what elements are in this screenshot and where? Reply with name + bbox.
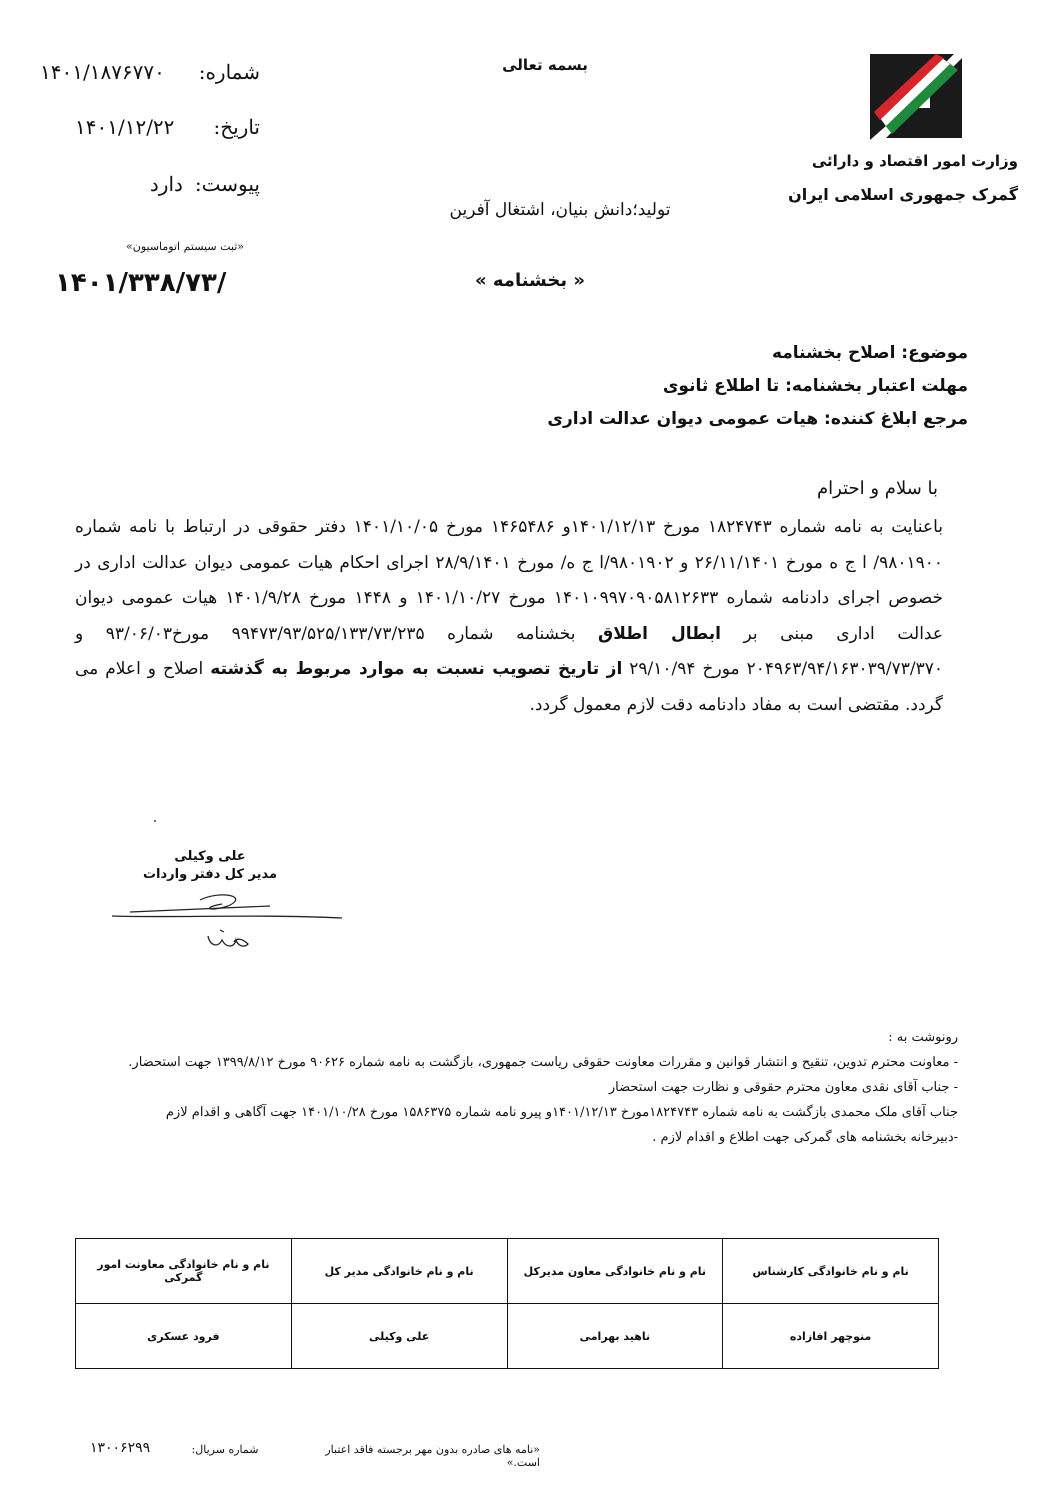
- cc-line: جناب آقای ملک محمدی بازگشت به نامه شماره ۱۸۲۴۷۴۳مورخ ۱۴۰۱/۱۲/۱۳و پیرو نامه شماره ۱۵۸۶۳۷۵ مورخ ۱۴۰۱/۱۰/۲۸ جهت آگاهی و اقدام لازم: [165, 1105, 958, 1120]
- letter-body: [75, 510, 943, 723]
- handwritten-signature-icon: [110, 888, 350, 958]
- attachment-label: پیوست:: [194, 172, 260, 196]
- serial-value: ۱۳۰۰۶۲۹۹: [90, 1440, 151, 1456]
- body-bold-text: از تاریخ تصویب نسبت به موارد مربوط به گذشته: [210, 659, 623, 679]
- cc-line: - معاونت محترم تدوین، تنقیح و انتشار قوانین و مقررات معاونت حقوقی ریاست جمهوری، بازگشت به نامه شماره ۹۰۶۲۶ مورخ ۱۳۹۹/۸/۱۲ جهت استحضار.: [128, 1055, 958, 1070]
- subject-validity: مهلت اعتبار بخشنامه: تا اطلاع ثانوی: [662, 376, 968, 396]
- cc-list: [68, 1025, 958, 1150]
- number-label: شماره:: [198, 60, 260, 84]
- cc-heading: رونوشت به :: [888, 1030, 958, 1045]
- body-text-part: بخشنامه شماره ۹۹۴۷۳/۹۳/۵۲۵/۱۳۳/۷۳/۲۳۵ مورخ۹۳/۰۶/۰۳ و ۲۰۴۹۶۳/۹۴/۱۶۳۰۳۹/۷۳/۳۷۰ مورخ ۲۹/۱۰/۹۴: [75, 623, 943, 679]
- ink-dot: [154, 820, 156, 822]
- approvals-table: [75, 1238, 939, 1369]
- cc-line: - جناب آقای نقدی معاون محترم حقوقی و نظارت جهت استحضار: [608, 1080, 958, 1095]
- number-row: [40, 60, 260, 84]
- body-text-part: اصلاح و اعلام می گردد. مقتضی است به مفاد دادنامه دقت لازم معمول گردد.: [75, 659, 943, 715]
- greeting: با سلام و احترام: [817, 478, 938, 499]
- circular-title: « بخشنامه »: [474, 270, 585, 291]
- date-label: تاریخ:: [213, 115, 260, 139]
- date-value: ۱۴۰۱/۱۲/۲۲: [75, 115, 175, 139]
- table-header-cell: نام و نام خانوادگی معاون مدیرکل: [507, 1239, 723, 1304]
- year-motto: تولید؛دانش بنیان، اشتغال آفرین: [449, 200, 671, 220]
- table-row: [76, 1304, 939, 1369]
- signatory-title: مدیر کل دفتر واردات: [142, 867, 278, 882]
- attachment-row: [40, 172, 260, 196]
- signatory-name: علی وکیلی: [174, 849, 246, 864]
- table-header-cell: نام و نام خانوادگی مدیر کل: [291, 1239, 507, 1304]
- customs-logo-icon: [862, 50, 970, 144]
- body-bold-text: ابطال اطلاق: [598, 623, 721, 644]
- table-header-cell: نام و نام خانوادگی کارشناس: [723, 1239, 939, 1304]
- customs-name: گمرک جمهوری اسلامی ایران: [788, 185, 1018, 204]
- ministry-name: وزارت امور اقتصاد و دارائی: [811, 152, 1018, 170]
- signatory: [130, 848, 290, 884]
- footer-note: «نامه های صادره بدون مهر برجسته فاقد اعتبار است.»: [325, 1443, 540, 1469]
- attachment-value: دارد: [149, 172, 183, 196]
- table-row: [76, 1239, 939, 1304]
- cc-line: -دبیرخانه بخشنامه های گمرکی جهت اطلاع و اقدام لازم .: [652, 1130, 958, 1145]
- body-text-part: باعنایت به نامه شماره ۱۸۲۴۷۴۳ مورخ ۱۴۰۱/۱۲/۱۳و ۱۴۶۵۴۸۶ مورخ ۱۴۰۱/۱۰/۰۵ دفتر حقوقی در ارتباط با نامه شماره ۹۸۰۱۹۰۰/ ا ج ه مورخ ۲۶/۱۱/۱۴۰۱ و ۹۸۰۱۹۰۲/ا ج ه/ مورخ ۲۸/۹/۱۴۰۱ اجرای احکام هیات عمومی دیوان عدالت اداری در خصوص اجرای دادنامه شماره ۱۴۰۱۰۹۹۷۰۹۰۵۸۱۲۶۳۳ مورخ ۱۴۰۱/۱۰/۲۷ و ۱۴۴۸ مورخ ۱۴۰۱/۹/۲۸ هیات عمومی دیوان عدالت اداری مبنی بر: [75, 517, 943, 644]
- date-row: [40, 115, 260, 139]
- table-cell: منوچهر افازاده: [723, 1304, 939, 1369]
- subject-authority: مرجع ابلاغ کننده: هیات عمومی دیوان عدالت اداری: [547, 409, 968, 429]
- number-value: ۱۴۰۱/۱۸۷۶۷۷۰: [40, 60, 165, 84]
- serial-label: شماره سریال:: [191, 1443, 259, 1456]
- table-cell: فرود عسکری: [76, 1304, 292, 1369]
- subject-topic: موضوع: اصلاح بخشنامه: [771, 343, 968, 363]
- table-cell: ناهید بهرامی: [507, 1304, 723, 1369]
- basmala: بسمه تعالی: [502, 56, 588, 74]
- table-header-cell: نام و نام خانوادگی معاونت امور گمرکی: [76, 1239, 292, 1304]
- automation-registration: «ثبت سیستم اتوماسیون»: [126, 240, 244, 253]
- registration-number: ۱۴۰۱/۳۳۸/۷۳/: [55, 268, 227, 298]
- table-cell: علی وکیلی: [291, 1304, 507, 1369]
